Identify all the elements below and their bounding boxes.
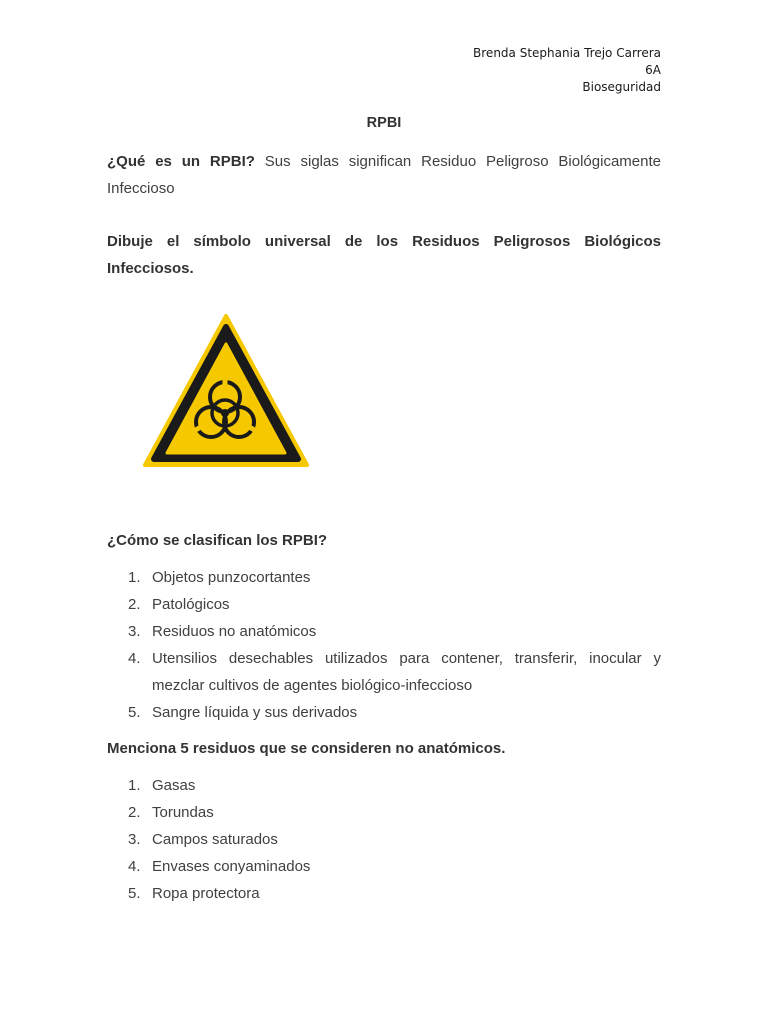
list-item — [107, 618, 661, 645]
question-label: ¿Qué es un RPBI? — [107, 153, 255, 170]
list-number: 1. — [128, 777, 141, 794]
subject-label: Bioseguridad — [582, 80, 661, 94]
list-number: 1. — [128, 569, 141, 586]
list-number: 2. — [128, 596, 141, 613]
list-item — [107, 853, 661, 880]
list-item — [107, 564, 661, 591]
list-text: Gasas — [152, 777, 196, 794]
list-text: Residuos no anatómicos — [152, 623, 317, 640]
non-anatomic-list — [107, 772, 661, 907]
list-item — [107, 799, 661, 826]
list-number: 3. — [128, 623, 141, 640]
author-name: Brenda Stephania Trejo Carrera — [473, 46, 661, 60]
list-number: 4. — [128, 650, 141, 667]
list-item — [107, 645, 661, 699]
list-text: Utensilios desechables utilizados para contener, transferir, inocular y mezclar cultivos de agentes biológico-infeccioso — [152, 650, 661, 694]
document-header — [473, 45, 661, 96]
list-item — [107, 826, 661, 853]
classification-list — [107, 564, 661, 726]
list-text: Objetos punzocortantes — [152, 569, 311, 586]
question-answer: Sus siglas significan Residuo Peligroso Biológicamente Infeccioso — [107, 153, 661, 197]
list-number: 5. — [128, 704, 141, 721]
question-draw-symbol: Dibuje el símbolo universal de los Residuos Peligrosos Biológicos Infecciosos. — [107, 233, 661, 277]
list-number: 2. — [128, 804, 141, 821]
page-title: RPBI — [366, 115, 402, 131]
list-item — [107, 772, 661, 799]
list-number: 3. — [128, 831, 141, 848]
biohazard-warning-icon — [143, 314, 309, 467]
list-item — [107, 880, 661, 907]
list-text: Torundas — [152, 804, 214, 821]
list-text: Patológicos — [152, 596, 230, 613]
classification-heading: ¿Cómo se clasifican los RPBI? — [107, 532, 328, 549]
non-anatomic-heading: Menciona 5 residuos que se consideren no anatómicos. — [107, 740, 506, 757]
list-item — [107, 699, 661, 726]
list-text: Sangre líquida y sus derivados — [152, 704, 358, 721]
question-what-is-rpbi — [107, 148, 661, 202]
list-text: Campos saturados — [152, 831, 278, 848]
list-text: Envases conyaminados — [152, 858, 311, 875]
list-number: 4. — [128, 858, 141, 875]
list-number: 5. — [128, 885, 141, 902]
list-item — [107, 591, 661, 618]
list-text: Ropa protectora — [152, 885, 260, 902]
group-label: 6A — [645, 63, 661, 77]
